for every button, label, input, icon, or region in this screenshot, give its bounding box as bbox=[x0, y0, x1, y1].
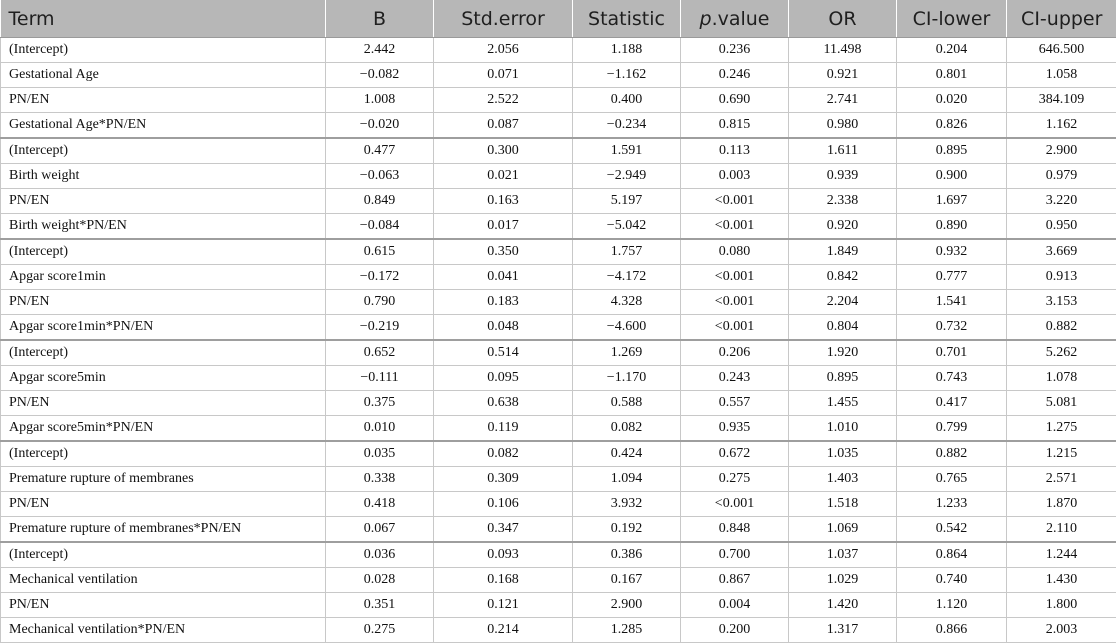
cell-term: Premature rupture of membranes*PN/EN bbox=[1, 517, 326, 543]
cell-term: (Intercept) bbox=[1, 441, 326, 467]
cell-term: Birth weight bbox=[1, 164, 326, 189]
cell-ci-lower: 0.777 bbox=[897, 265, 1007, 290]
cell-or: 1.518 bbox=[789, 492, 897, 517]
cell-ci-lower: 0.866 bbox=[897, 618, 1007, 643]
cell-ci-lower: 0.801 bbox=[897, 63, 1007, 88]
table-row bbox=[1, 290, 1116, 315]
cell-or: 1.455 bbox=[789, 391, 897, 416]
table-row bbox=[1, 340, 1116, 366]
cell-p-value: 0.867 bbox=[681, 568, 789, 593]
cell-ci-lower: 1.541 bbox=[897, 290, 1007, 315]
cell-ci-lower: 0.542 bbox=[897, 517, 1007, 543]
cell-std-error: 0.119 bbox=[434, 416, 573, 442]
cell-or: 1.403 bbox=[789, 467, 897, 492]
cell-statistic: −4.600 bbox=[573, 315, 681, 341]
header-p-value-suffix: .value bbox=[712, 8, 770, 30]
cell-or: 0.920 bbox=[789, 214, 897, 240]
cell-p-value: 0.690 bbox=[681, 88, 789, 113]
cell-term: PN/EN bbox=[1, 88, 326, 113]
cell-ci-upper: 2.571 bbox=[1007, 467, 1116, 492]
cell-p-value: 0.113 bbox=[681, 138, 789, 164]
cell-std-error: 2.522 bbox=[434, 88, 573, 113]
cell-p-value: 0.246 bbox=[681, 63, 789, 88]
cell-std-error: 0.300 bbox=[434, 138, 573, 164]
cell-b: 1.008 bbox=[326, 88, 434, 113]
cell-p-value: 0.200 bbox=[681, 618, 789, 643]
cell-ci-upper: 384.109 bbox=[1007, 88, 1116, 113]
header-p-value-prefix: p bbox=[700, 8, 712, 30]
cell-term: Gestational Age bbox=[1, 63, 326, 88]
cell-ci-upper: 0.882 bbox=[1007, 315, 1116, 341]
table-row bbox=[1, 416, 1116, 442]
cell-statistic: 4.328 bbox=[573, 290, 681, 315]
cell-ci-upper: 3.153 bbox=[1007, 290, 1116, 315]
cell-b: −0.063 bbox=[326, 164, 434, 189]
cell-ci-lower: 1.697 bbox=[897, 189, 1007, 214]
table-row bbox=[1, 239, 1116, 265]
cell-std-error: 0.048 bbox=[434, 315, 573, 341]
cell-ci-upper: 646.500 bbox=[1007, 38, 1116, 63]
cell-ci-lower: 0.932 bbox=[897, 239, 1007, 265]
cell-statistic: 0.167 bbox=[573, 568, 681, 593]
cell-ci-upper: 1.244 bbox=[1007, 542, 1116, 568]
cell-ci-lower: 0.732 bbox=[897, 315, 1007, 341]
cell-ci-upper: 0.950 bbox=[1007, 214, 1116, 240]
cell-std-error: 0.121 bbox=[434, 593, 573, 618]
cell-std-error: 0.309 bbox=[434, 467, 573, 492]
cell-ci-lower: 1.120 bbox=[897, 593, 1007, 618]
cell-b: −0.111 bbox=[326, 366, 434, 391]
cell-ci-lower: 0.890 bbox=[897, 214, 1007, 240]
cell-std-error: 0.350 bbox=[434, 239, 573, 265]
cell-statistic: −2.949 bbox=[573, 164, 681, 189]
cell-statistic: 3.932 bbox=[573, 492, 681, 517]
header-statistic: Statistic bbox=[573, 0, 681, 38]
cell-ci-upper: 3.220 bbox=[1007, 189, 1116, 214]
cell-std-error: 0.183 bbox=[434, 290, 573, 315]
cell-or: 1.035 bbox=[789, 441, 897, 467]
cell-std-error: 0.638 bbox=[434, 391, 573, 416]
cell-term: PN/EN bbox=[1, 290, 326, 315]
cell-or: 1.420 bbox=[789, 593, 897, 618]
table-row bbox=[1, 315, 1116, 341]
cell-ci-upper: 1.430 bbox=[1007, 568, 1116, 593]
table-row bbox=[1, 568, 1116, 593]
cell-ci-upper: 0.979 bbox=[1007, 164, 1116, 189]
cell-ci-lower: 0.701 bbox=[897, 340, 1007, 366]
cell-p-value: 0.848 bbox=[681, 517, 789, 543]
table-row bbox=[1, 38, 1116, 63]
cell-ci-lower: 0.799 bbox=[897, 416, 1007, 442]
cell-statistic: 1.188 bbox=[573, 38, 681, 63]
cell-ci-lower: 0.765 bbox=[897, 467, 1007, 492]
cell-ci-upper: 2.003 bbox=[1007, 618, 1116, 643]
cell-std-error: 0.163 bbox=[434, 189, 573, 214]
cell-or: 0.980 bbox=[789, 113, 897, 139]
table-row bbox=[1, 542, 1116, 568]
cell-b: 0.067 bbox=[326, 517, 434, 543]
table-row bbox=[1, 467, 1116, 492]
cell-std-error: 0.087 bbox=[434, 113, 573, 139]
cell-or: 1.611 bbox=[789, 138, 897, 164]
header-ci-upper: CI-upper bbox=[1007, 0, 1116, 38]
table-row bbox=[1, 366, 1116, 391]
cell-std-error: 0.041 bbox=[434, 265, 573, 290]
cell-term: Gestational Age*PN/EN bbox=[1, 113, 326, 139]
cell-ci-upper: 2.900 bbox=[1007, 138, 1116, 164]
cell-std-error: 0.514 bbox=[434, 340, 573, 366]
cell-term: Mechanical ventilation bbox=[1, 568, 326, 593]
cell-term: Apgar score5min bbox=[1, 366, 326, 391]
cell-or: 1.010 bbox=[789, 416, 897, 442]
cell-ci-upper: 1.162 bbox=[1007, 113, 1116, 139]
cell-p-value: 0.275 bbox=[681, 467, 789, 492]
cell-b: −0.084 bbox=[326, 214, 434, 240]
cell-or: 2.741 bbox=[789, 88, 897, 113]
cell-statistic: 0.424 bbox=[573, 441, 681, 467]
cell-ci-upper: 1.058 bbox=[1007, 63, 1116, 88]
cell-ci-upper: 1.870 bbox=[1007, 492, 1116, 517]
cell-ci-upper: 3.669 bbox=[1007, 239, 1116, 265]
cell-term: PN/EN bbox=[1, 189, 326, 214]
cell-ci-upper: 1.275 bbox=[1007, 416, 1116, 442]
table-row bbox=[1, 391, 1116, 416]
cell-statistic: 0.588 bbox=[573, 391, 681, 416]
cell-b: −0.172 bbox=[326, 265, 434, 290]
header-p-value bbox=[681, 0, 789, 38]
cell-ci-upper: 1.215 bbox=[1007, 441, 1116, 467]
cell-p-value: <0.001 bbox=[681, 290, 789, 315]
cell-ci-upper: 5.081 bbox=[1007, 391, 1116, 416]
cell-b: 0.652 bbox=[326, 340, 434, 366]
header-b: B bbox=[326, 0, 434, 38]
cell-b: 0.477 bbox=[326, 138, 434, 164]
cell-or: 1.849 bbox=[789, 239, 897, 265]
cell-term: PN/EN bbox=[1, 391, 326, 416]
cell-statistic: 0.386 bbox=[573, 542, 681, 568]
table-row bbox=[1, 189, 1116, 214]
cell-term: (Intercept) bbox=[1, 38, 326, 63]
cell-statistic: 0.082 bbox=[573, 416, 681, 442]
cell-p-value: 0.004 bbox=[681, 593, 789, 618]
cell-term: (Intercept) bbox=[1, 340, 326, 366]
cell-term: PN/EN bbox=[1, 593, 326, 618]
table-body bbox=[1, 38, 1116, 643]
cell-b: 0.275 bbox=[326, 618, 434, 643]
cell-std-error: 0.214 bbox=[434, 618, 573, 643]
cell-statistic: 0.400 bbox=[573, 88, 681, 113]
cell-ci-upper: 1.078 bbox=[1007, 366, 1116, 391]
cell-or: 1.317 bbox=[789, 618, 897, 643]
cell-or: 1.037 bbox=[789, 542, 897, 568]
header-or: OR bbox=[789, 0, 897, 38]
cell-p-value: 0.243 bbox=[681, 366, 789, 391]
cell-statistic: 5.197 bbox=[573, 189, 681, 214]
cell-std-error: 0.071 bbox=[434, 63, 573, 88]
cell-b: 2.442 bbox=[326, 38, 434, 63]
cell-b: 0.418 bbox=[326, 492, 434, 517]
header-ci-lower: CI-lower bbox=[897, 0, 1007, 38]
cell-statistic: −0.234 bbox=[573, 113, 681, 139]
cell-ci-lower: 0.417 bbox=[897, 391, 1007, 416]
cell-p-value: 0.557 bbox=[681, 391, 789, 416]
cell-p-value: <0.001 bbox=[681, 265, 789, 290]
cell-b: 0.036 bbox=[326, 542, 434, 568]
cell-ci-lower: 1.233 bbox=[897, 492, 1007, 517]
cell-or: 1.920 bbox=[789, 340, 897, 366]
cell-ci-lower: 0.020 bbox=[897, 88, 1007, 113]
cell-ci-lower: 0.826 bbox=[897, 113, 1007, 139]
table-row bbox=[1, 214, 1116, 240]
cell-or: 2.204 bbox=[789, 290, 897, 315]
cell-p-value: 0.003 bbox=[681, 164, 789, 189]
cell-or: 1.069 bbox=[789, 517, 897, 543]
cell-std-error: 2.056 bbox=[434, 38, 573, 63]
table-row bbox=[1, 441, 1116, 467]
cell-term: Apgar score5min*PN/EN bbox=[1, 416, 326, 442]
cell-p-value: <0.001 bbox=[681, 214, 789, 240]
cell-p-value: 0.236 bbox=[681, 38, 789, 63]
cell-b: 0.338 bbox=[326, 467, 434, 492]
cell-p-value: <0.001 bbox=[681, 492, 789, 517]
cell-statistic: 1.757 bbox=[573, 239, 681, 265]
cell-p-value: 0.672 bbox=[681, 441, 789, 467]
cell-ci-lower: 0.743 bbox=[897, 366, 1007, 391]
table-row bbox=[1, 492, 1116, 517]
cell-std-error: 0.021 bbox=[434, 164, 573, 189]
header-row bbox=[1, 0, 1116, 38]
cell-b: 0.035 bbox=[326, 441, 434, 467]
cell-ci-lower: 0.204 bbox=[897, 38, 1007, 63]
cell-p-value: 0.206 bbox=[681, 340, 789, 366]
cell-statistic: 1.285 bbox=[573, 618, 681, 643]
cell-p-value: <0.001 bbox=[681, 189, 789, 214]
cell-std-error: 0.347 bbox=[434, 517, 573, 543]
cell-p-value: 0.815 bbox=[681, 113, 789, 139]
table-row bbox=[1, 593, 1116, 618]
cell-term: Birth weight*PN/EN bbox=[1, 214, 326, 240]
cell-or: 0.921 bbox=[789, 63, 897, 88]
cell-std-error: 0.106 bbox=[434, 492, 573, 517]
table-row bbox=[1, 517, 1116, 543]
table-header bbox=[1, 0, 1116, 38]
cell-or: 0.842 bbox=[789, 265, 897, 290]
cell-std-error: 0.095 bbox=[434, 366, 573, 391]
cell-statistic: −1.170 bbox=[573, 366, 681, 391]
cell-statistic: 1.591 bbox=[573, 138, 681, 164]
table-row bbox=[1, 88, 1116, 113]
cell-ci-lower: 0.864 bbox=[897, 542, 1007, 568]
cell-term: (Intercept) bbox=[1, 542, 326, 568]
cell-ci-lower: 0.740 bbox=[897, 568, 1007, 593]
table-row bbox=[1, 265, 1116, 290]
table-row bbox=[1, 164, 1116, 189]
header-term: Term bbox=[1, 0, 326, 38]
cell-ci-lower: 0.882 bbox=[897, 441, 1007, 467]
cell-or: 1.029 bbox=[789, 568, 897, 593]
cell-term: PN/EN bbox=[1, 492, 326, 517]
cell-p-value: 0.935 bbox=[681, 416, 789, 442]
cell-term: Premature rupture of membranes bbox=[1, 467, 326, 492]
cell-term: Mechanical ventilation*PN/EN bbox=[1, 618, 326, 643]
cell-or: 0.895 bbox=[789, 366, 897, 391]
cell-ci-upper: 5.262 bbox=[1007, 340, 1116, 366]
cell-std-error: 0.093 bbox=[434, 542, 573, 568]
cell-b: 0.351 bbox=[326, 593, 434, 618]
cell-b: 0.849 bbox=[326, 189, 434, 214]
cell-statistic: 1.269 bbox=[573, 340, 681, 366]
cell-ci-upper: 0.913 bbox=[1007, 265, 1116, 290]
cell-std-error: 0.017 bbox=[434, 214, 573, 240]
cell-term: Apgar score1min bbox=[1, 265, 326, 290]
cell-ci-lower: 0.895 bbox=[897, 138, 1007, 164]
cell-std-error: 0.082 bbox=[434, 441, 573, 467]
header-std-error: Std.error bbox=[434, 0, 573, 38]
cell-or: 0.804 bbox=[789, 315, 897, 341]
cell-or: 0.939 bbox=[789, 164, 897, 189]
cell-b: −0.020 bbox=[326, 113, 434, 139]
cell-statistic: 2.900 bbox=[573, 593, 681, 618]
cell-b: 0.028 bbox=[326, 568, 434, 593]
table-row bbox=[1, 138, 1116, 164]
cell-term: (Intercept) bbox=[1, 239, 326, 265]
cell-b: 0.010 bbox=[326, 416, 434, 442]
cell-b: −0.082 bbox=[326, 63, 434, 88]
table-row bbox=[1, 113, 1116, 139]
cell-statistic: −4.172 bbox=[573, 265, 681, 290]
cell-std-error: 0.168 bbox=[434, 568, 573, 593]
cell-b: 0.790 bbox=[326, 290, 434, 315]
cell-ci-lower: 0.900 bbox=[897, 164, 1007, 189]
cell-b: 0.375 bbox=[326, 391, 434, 416]
cell-ci-upper: 1.800 bbox=[1007, 593, 1116, 618]
cell-or: 11.498 bbox=[789, 38, 897, 63]
cell-statistic: 0.192 bbox=[573, 517, 681, 543]
cell-b: −0.219 bbox=[326, 315, 434, 341]
cell-p-value: <0.001 bbox=[681, 315, 789, 341]
cell-term: (Intercept) bbox=[1, 138, 326, 164]
cell-term: Apgar score1min*PN/EN bbox=[1, 315, 326, 341]
cell-p-value: 0.700 bbox=[681, 542, 789, 568]
cell-ci-upper: 2.110 bbox=[1007, 517, 1116, 543]
table-row bbox=[1, 63, 1116, 88]
cell-statistic: 1.094 bbox=[573, 467, 681, 492]
cell-p-value: 0.080 bbox=[681, 239, 789, 265]
cell-statistic: −1.162 bbox=[573, 63, 681, 88]
cell-b: 0.615 bbox=[326, 239, 434, 265]
cell-or: 2.338 bbox=[789, 189, 897, 214]
table-row bbox=[1, 618, 1116, 643]
cell-statistic: −5.042 bbox=[573, 214, 681, 240]
